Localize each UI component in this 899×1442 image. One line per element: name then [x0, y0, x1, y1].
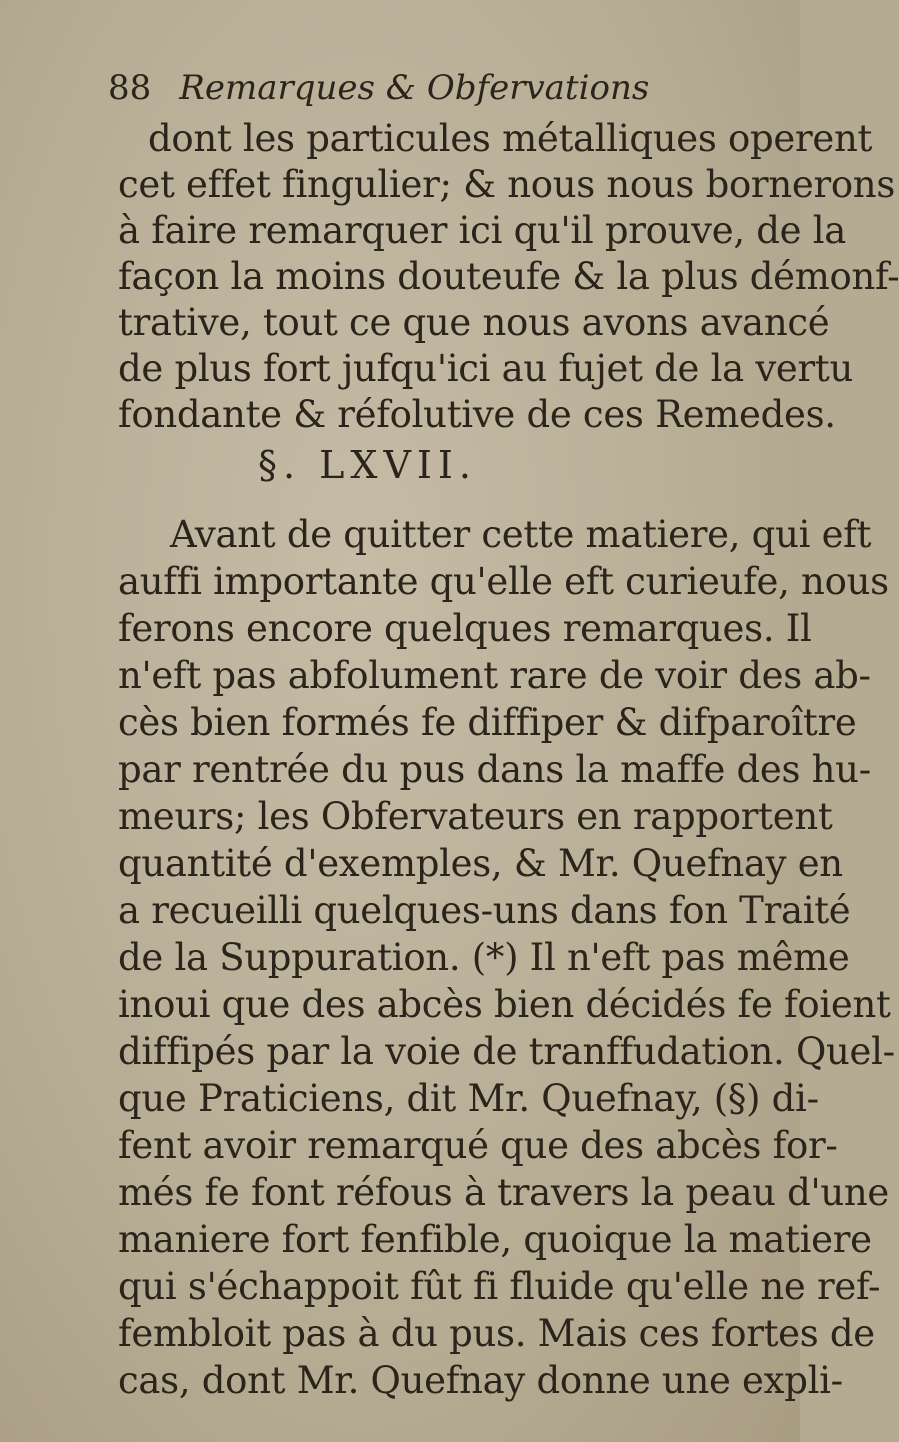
text-line: maniere fort fenfible, quoique la matiere: [118, 1218, 872, 1261]
text-line: que Praticiens, dit Mr. Quefnay, (§) di-: [118, 1077, 819, 1120]
text-line: a recueilli quelques-uns dans fon Traité: [118, 889, 851, 932]
text-line: qui s'échappoit fût fi fluide qu'elle ne ref-: [118, 1265, 881, 1308]
text-line: diffipés par la voie de tranffudation. Quel-: [118, 1030, 895, 1073]
text-line: cas, dont Mr. Quefnay donne une expli-: [118, 1359, 843, 1402]
text-line: cès bien formés fe diffiper & difparoître: [118, 701, 857, 744]
running-header: [108, 68, 748, 108]
text-line: de plus fort jufqu'ici au fujet de la vertu: [118, 347, 854, 390]
text-line: par rentrée du pus dans la maffe des hu-: [118, 748, 871, 791]
text-line: més fe font réfous à travers la peau d'une: [118, 1171, 890, 1214]
text-line: fondante & réfolutive de ces Remedes.: [118, 393, 836, 436]
text-line: façon la moins douteufe & la plus démonf-: [118, 255, 899, 298]
text-line: fembloit pas à du pus. Mais ces fortes de: [118, 1312, 875, 1355]
text-line: quantité d'exemples, & Mr. Quefnay en: [118, 842, 843, 885]
text-line: n'eft pas abfolument rare de voir des ab-: [118, 654, 871, 697]
text-line: auffi importante qu'elle eft curieufe, nous: [118, 560, 889, 603]
text-line: ferons encore quelques remarques. Il: [118, 607, 812, 650]
running-title: Remarques & Obfervations: [179, 68, 650, 108]
text-line: Avant de quitter cette matiere, qui eft: [170, 513, 872, 556]
page-number: 88: [108, 68, 152, 108]
text-line: cet effet fingulier; & nous nous bornerons: [118, 163, 896, 206]
text-line: meurs; les Obfervateurs en rapportent: [118, 795, 833, 838]
section-heading: §. LXVII.: [258, 443, 477, 487]
text-line: trative, tout ce que nous avons avancé: [118, 301, 830, 344]
text-line: inoui que des abcès bien décidés fe foient: [118, 983, 891, 1026]
text-line: fent avoir remarqué que des abcès for-: [118, 1124, 838, 1167]
text-line: de la Suppuration. (*) Il n'eft pas même: [118, 936, 850, 979]
text-line: à faire remarquer ici qu'il prouve, de la: [118, 209, 847, 252]
text-line: dont les particules métalliques operent: [148, 117, 873, 160]
